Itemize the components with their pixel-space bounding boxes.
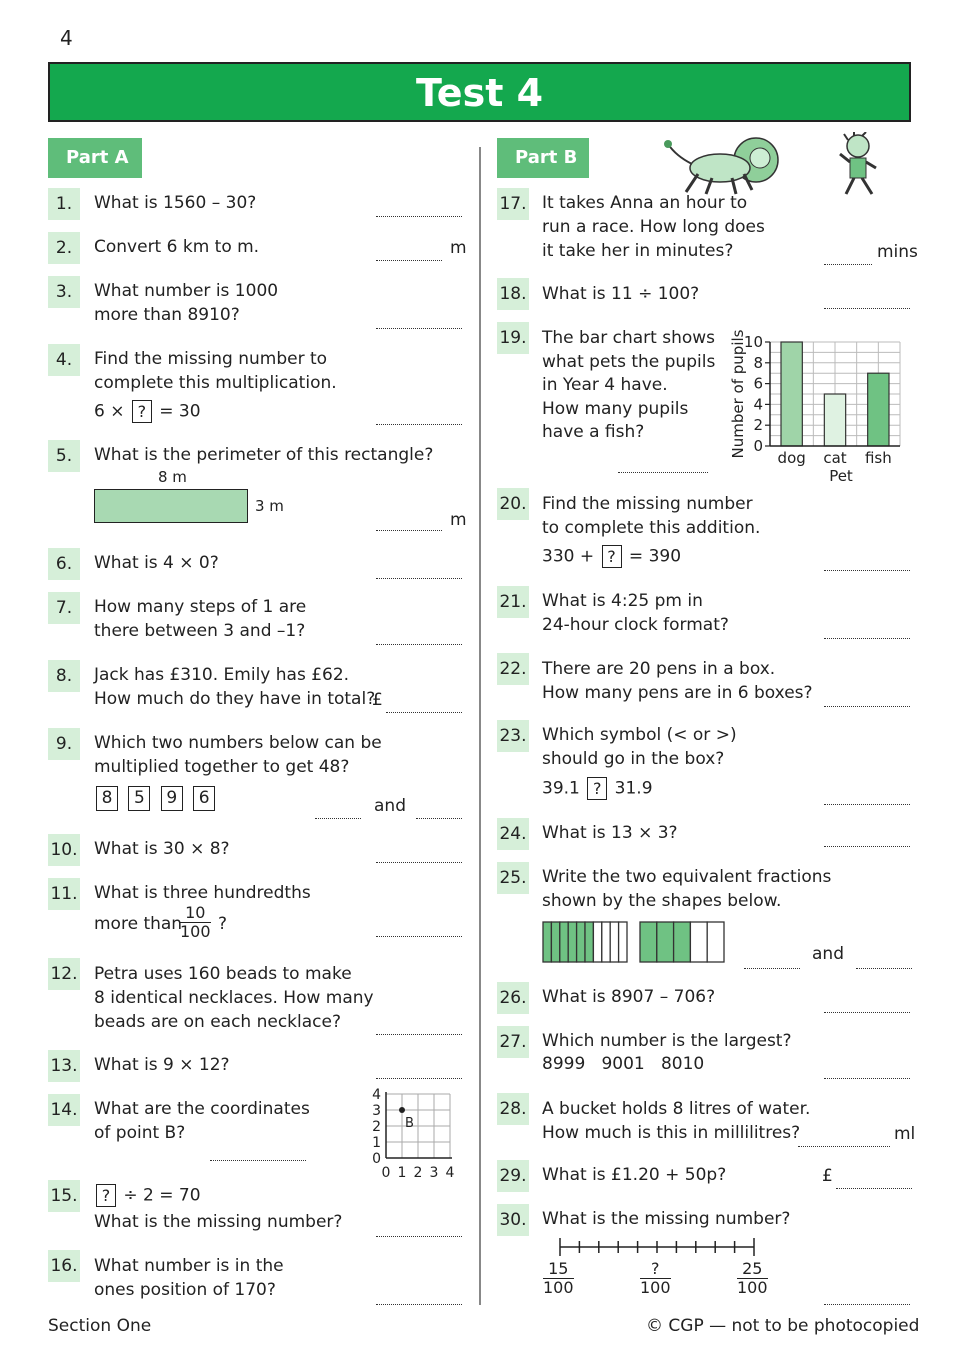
question-text: How many pupils (542, 399, 689, 419)
answer-line[interactable] (376, 1020, 462, 1035)
y-tick-label: 1 (372, 1135, 381, 1151)
answer-unit: m (450, 238, 467, 258)
question-number: 7. (48, 592, 80, 624)
question-text: What is 1560 – 30? (94, 193, 257, 213)
fraction-shape-part (560, 922, 568, 962)
y-tick-label: 10 (743, 333, 763, 351)
equation-right: = 390 (628, 546, 682, 567)
x-tick-label: 4 (445, 1165, 455, 1181)
answer-line[interactable] (376, 1064, 462, 1079)
bar-fish (868, 373, 889, 446)
bar-cat (824, 394, 845, 446)
question-text: ones position of 170? (94, 1280, 276, 1300)
question-text: to complete this addition. (542, 518, 761, 538)
question-number: 20. (497, 488, 529, 520)
question-number: 2. (48, 232, 80, 264)
answer-line[interactable] (836, 1174, 912, 1189)
answer-line[interactable] (376, 202, 462, 217)
fraction-denominator: 100 (737, 1278, 768, 1297)
question-text: it take her in minutes? (542, 241, 734, 261)
fraction-shape-part (610, 922, 618, 962)
y-tick-label: 8 (753, 353, 763, 372)
question-text: more than 8910? (94, 305, 240, 325)
fraction (640, 1260, 671, 1297)
answer-line[interactable] (376, 922, 462, 937)
fraction-shape-part (640, 922, 657, 962)
fraction-shape-part (543, 922, 551, 962)
x-tick-label: dog (777, 449, 806, 467)
fraction-denominator: 100 (640, 1278, 671, 1297)
equation (94, 400, 201, 424)
question-text: What is 9 × 12? (94, 1055, 230, 1075)
answer-line[interactable] (376, 848, 462, 863)
fraction-shape-part (690, 922, 707, 962)
equation (94, 1184, 201, 1208)
answer-line[interactable] (376, 1222, 462, 1237)
fraction (180, 904, 211, 941)
fraction-numerator: 10 (180, 904, 211, 923)
question-number: 4. (48, 344, 80, 376)
equation-left: 39.1 (542, 778, 580, 799)
answer-unit: ml (894, 1124, 916, 1144)
x-tick-label: 2 (413, 1165, 423, 1181)
question-text: What are the coordinates (94, 1099, 310, 1119)
and-label: and (812, 944, 844, 964)
question-number: 25. (497, 862, 529, 894)
answer-line[interactable] (824, 692, 910, 707)
question-text: beads are on each necklace? (94, 1012, 341, 1032)
question-text: It takes Anna an hour to (542, 193, 748, 213)
rectangle-shape (94, 489, 248, 523)
question-text: 24-hour clock format? (542, 615, 729, 635)
answer-line[interactable] (376, 630, 462, 645)
fraction-shape-part (619, 922, 627, 962)
question-number: 8. (48, 660, 80, 692)
answer-line[interactable] (824, 294, 910, 309)
answer-line[interactable] (376, 314, 462, 329)
question-text: How many steps of 1 are (94, 597, 307, 617)
question-text: What is 8907 – 706? (542, 987, 716, 1007)
x-tick-label: 0 (381, 1165, 391, 1181)
coordinate-grid (362, 1086, 462, 1182)
lion-illustration-icon (662, 134, 790, 198)
missing-number-box: ? (96, 1184, 116, 1207)
y-axis-title: Number of pupils (729, 330, 747, 459)
question-number: 30. (497, 1204, 529, 1236)
fraction-shape-part (674, 922, 691, 962)
x-tick-label: fish (864, 449, 892, 467)
equation-left: 6 × (94, 401, 125, 422)
fraction-shape-part (707, 922, 724, 962)
equation-right: ÷ 2 = 70 (123, 1185, 201, 1206)
missing-symbol-box: ? (587, 777, 607, 800)
equation-right: = 30 (159, 401, 201, 422)
footer-copyright: © CGP — not to be photocopied (646, 1316, 920, 1336)
answer-line[interactable] (824, 250, 872, 265)
answer-line[interactable] (824, 624, 910, 639)
x-tick-label: 1 (397, 1165, 407, 1181)
question-number: 9. (48, 728, 80, 760)
equation-right: 31.9 (614, 778, 653, 799)
fraction-denominator: 100 (180, 922, 211, 941)
bar-dog (781, 342, 802, 446)
equation-left: 330 + (542, 546, 595, 567)
question-text: complete this multiplication. (94, 373, 337, 393)
point-label: B (405, 1116, 414, 1131)
question-text: How much do they have in total? (94, 689, 376, 709)
question-text: more than (94, 914, 183, 934)
answer-line[interactable] (376, 410, 462, 425)
rectangle-height-label: 3 m (255, 497, 284, 515)
answer-line[interactable] (376, 516, 442, 531)
and-label: and (374, 796, 406, 816)
answer-line[interactable] (824, 790, 910, 805)
question-text: of point B? (94, 1123, 186, 1143)
question-number: 23. (497, 720, 529, 752)
fraction-numerator: 25 (737, 1260, 768, 1279)
question-number: 22. (497, 653, 529, 685)
question-number: 15. (48, 1180, 80, 1212)
question-number: 5. (48, 440, 80, 472)
question-number: 19. (497, 322, 529, 354)
question-text: What is 30 × 8? (94, 839, 230, 859)
x-axis-title: Pet (829, 467, 853, 485)
question-text: Find the missing number to (94, 349, 328, 369)
question-text: How many pens are in 6 boxes? (542, 683, 813, 703)
number-list: 8999 9001 8010 (542, 1054, 705, 1074)
question-text: multiplied together to get 48? (94, 757, 350, 777)
question-text: Which symbol (< or >) (542, 725, 737, 745)
answer-line[interactable] (376, 246, 442, 261)
question-number: 29. (497, 1160, 529, 1192)
y-tick-label: 4 (372, 1087, 381, 1103)
question-text: What is 13 × 3? (542, 823, 678, 843)
number-cards (96, 786, 220, 811)
point-b (399, 1107, 405, 1113)
question-number: 18. (497, 278, 529, 310)
answer-line[interactable] (386, 698, 462, 713)
question-number: 6. (48, 548, 80, 580)
question-text: What number is in the (94, 1256, 284, 1276)
number-card: 6 (193, 786, 215, 811)
column-divider (479, 147, 481, 1305)
question-text: Convert 6 km to m. (94, 237, 260, 257)
question-text: 8 identical necklaces. How many (94, 988, 374, 1008)
question-text: The bar chart shows (542, 328, 716, 348)
answer-line[interactable] (824, 998, 910, 1013)
missing-number-box: ? (132, 400, 152, 423)
question-text: What number is 1000 (94, 281, 279, 301)
question-text: have a fish? (542, 422, 645, 442)
answer-line[interactable] (824, 556, 910, 571)
question-number: 28. (497, 1093, 529, 1125)
number-line (552, 1234, 768, 1260)
fraction-shape-part (551, 922, 559, 962)
question-text: run a race. How long does (542, 217, 765, 237)
question-number: 12. (48, 958, 80, 990)
missing-number-box: ? (602, 545, 622, 568)
question-text: What is £1.20 + 50p? (542, 1165, 727, 1185)
question-number: 24. (497, 818, 529, 850)
y-tick-label: 2 (753, 416, 763, 435)
answer-unit: £ (372, 690, 383, 710)
answer-line[interactable] (856, 954, 912, 969)
answer-line[interactable] (618, 458, 708, 473)
question-text: There are 20 pens in a box. (542, 659, 776, 679)
question-text: Petra uses 160 beads to make (94, 964, 352, 984)
question-number: 16. (48, 1250, 80, 1282)
question-text: Which two numbers below can be (94, 733, 382, 753)
question-number: 27. (497, 1026, 529, 1058)
footer-section: Section One (48, 1316, 152, 1336)
question-number: 13. (48, 1050, 80, 1082)
answer-line[interactable] (210, 1146, 306, 1161)
fraction-shape-part (593, 922, 601, 962)
question-text: What is the missing number? (94, 1212, 343, 1232)
fraction-shape-part (577, 922, 585, 962)
question-text: there between 3 and –1? (94, 621, 306, 641)
answer-line[interactable] (416, 804, 462, 819)
part-a-label: Part A (48, 138, 142, 178)
part-b-label: Part B (497, 138, 589, 178)
question-text: what pets the pupils (542, 352, 716, 372)
question-text: What is 4:25 pm in (542, 591, 703, 611)
question-text: Which number is the largest? (542, 1031, 792, 1051)
answer-line[interactable] (376, 564, 462, 579)
fraction-numerator: ? (640, 1260, 671, 1279)
question-text: shown by the shapes below. (542, 891, 782, 911)
answer-line[interactable] (824, 1064, 910, 1079)
question-number: 17. (497, 188, 529, 220)
question-text: What is 11 ÷ 100? (542, 284, 700, 304)
x-tick-label: 3 (429, 1165, 439, 1181)
answer-line[interactable] (824, 832, 910, 847)
bar-chart (726, 330, 912, 486)
x-tick-label: cat (823, 449, 847, 467)
test-title-banner: Test 4 (48, 62, 911, 122)
answer-line[interactable] (376, 1290, 462, 1305)
rectangle-width-label: 8 m (158, 468, 187, 486)
question-number: 14. (48, 1094, 80, 1126)
question-number: 11. (48, 878, 80, 910)
question-text: What is 4 × 0? (94, 553, 219, 573)
fraction-shapes (541, 920, 727, 964)
y-tick-label: 2 (372, 1119, 381, 1135)
question-text: Jack has £310. Emily has £62. (94, 665, 350, 685)
fraction-shape-part (585, 922, 593, 962)
fraction-numerator: 15 (543, 1260, 574, 1279)
running-boy-illustration-icon (832, 132, 884, 200)
equation (542, 777, 653, 801)
fraction-denominator: 100 (543, 1278, 574, 1297)
fraction-shape-part (657, 922, 674, 962)
fraction-shape-part (568, 922, 576, 962)
answer-line[interactable] (798, 1132, 890, 1147)
answer-line[interactable] (744, 954, 800, 969)
page-number: 4 (60, 26, 73, 50)
equation (542, 545, 681, 569)
question-text: How much is this in millilitres? (542, 1123, 801, 1143)
number-card: 8 (96, 786, 118, 811)
question-text: Find the missing number (542, 494, 753, 514)
question-text: What is the missing number? (542, 1209, 791, 1229)
fraction (737, 1260, 768, 1297)
question-text: Write the two equivalent fractions (542, 867, 832, 887)
answer-unit: m (450, 510, 467, 530)
question-number: 10. (48, 834, 80, 866)
fraction (543, 1260, 574, 1297)
y-tick-label: 0 (753, 437, 763, 455)
question-text: A bucket holds 8 litres of water. (542, 1099, 811, 1119)
y-tick-label: 3 (372, 1103, 381, 1119)
answer-unit: mins (877, 242, 918, 262)
question-number: 26. (497, 982, 529, 1014)
question-text: What is three hundredths (94, 883, 311, 903)
number-card: 5 (128, 786, 150, 811)
y-tick-label: 4 (753, 395, 763, 414)
answer-unit: £ (822, 1166, 833, 1186)
question-text: What is the perimeter of this rectangle? (94, 445, 434, 465)
question-number: 1. (48, 188, 80, 220)
question-number: 3. (48, 276, 80, 308)
fraction-shape-part (602, 922, 610, 962)
number-card: 9 (161, 786, 183, 811)
question-number: 21. (497, 586, 529, 618)
question-text: in Year 4 have. (542, 375, 668, 395)
answer-line[interactable] (315, 804, 361, 819)
question-mark: ? (218, 914, 228, 934)
answer-line[interactable] (824, 1290, 910, 1305)
question-text: should go in the box? (542, 749, 725, 769)
y-tick-label: 6 (753, 374, 763, 393)
y-tick-label: 0 (372, 1151, 381, 1167)
